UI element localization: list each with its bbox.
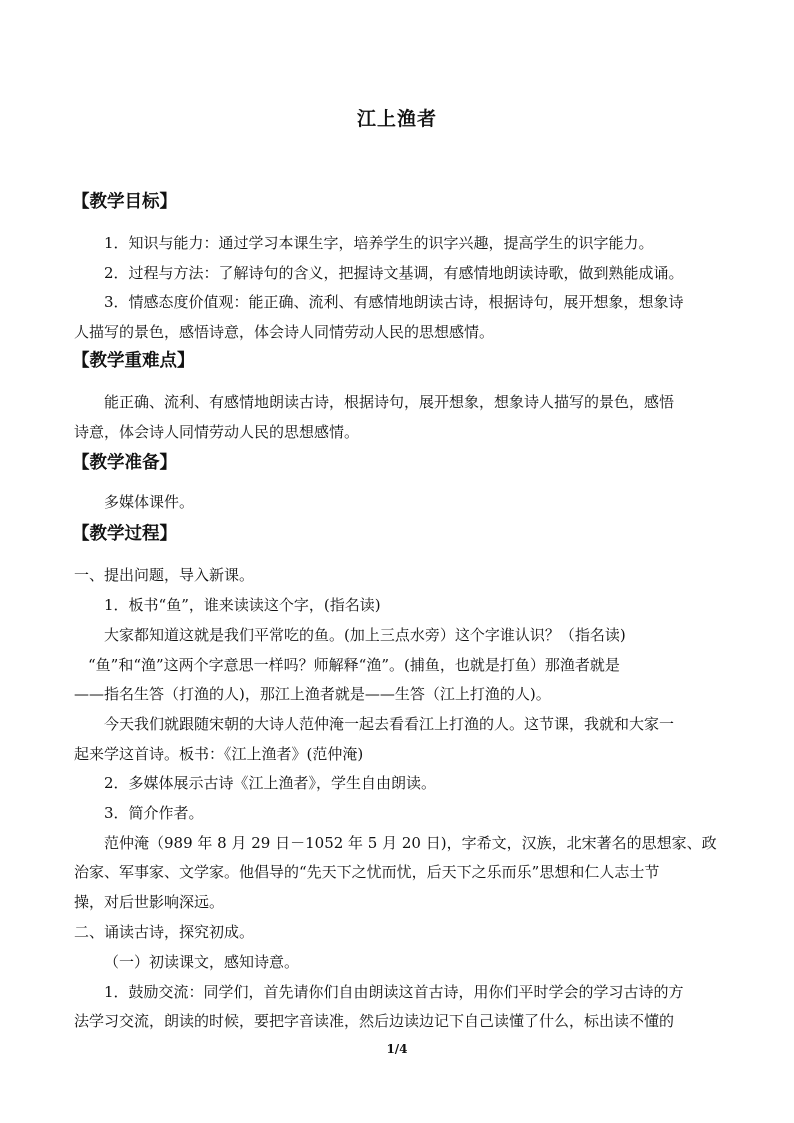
paragraph-line: 人描写的景色，感悟诗意，体会诗人同情劳动人民的思想感情。 bbox=[74, 323, 495, 341]
section-heading-goals: 【教学目标】 bbox=[72, 192, 177, 212]
paragraph-line: ——指名生答（打渔的人)，那江上渔者就是——生答（江上打渔的人)。 bbox=[74, 685, 551, 703]
paragraph-line: 能正确、流利、有感情地朗读古诗，根据诗句，展开想象，想象诗人描写的景色，感悟 bbox=[104, 393, 675, 411]
paragraph-line: 3．简介作者。 bbox=[104, 804, 204, 822]
paragraph-line: 诗意，体会诗人同情劳动人民的思想感情。 bbox=[74, 423, 360, 441]
section-heading-key-points: 【教学重难点】 bbox=[72, 351, 195, 371]
paragraph-line: 治家、军事家、文学家。他倡导的“先天下之忧而忧，后天下之乐而乐”思想和仁人志士节 bbox=[74, 863, 660, 881]
section-heading-preparation: 【教学准备】 bbox=[72, 453, 177, 473]
paragraph-line: 今天我们就跟随宋朝的大诗人范仲淹一起去看看江上打渔的人。这节课，我就和大家一 bbox=[104, 715, 675, 733]
page-number: 1/4 bbox=[386, 1042, 408, 1056]
paragraph-line: 法学习交流，朗读的时候，要把字音读准，然后边读边记下自己读懂了什么，标出读不懂的 bbox=[74, 1012, 675, 1030]
paragraph-line: 范仲淹（989 年 8 月 29 日－1052 年 5 月 20 日)，字希文，汉族，北宋著名的思想家、政 bbox=[104, 834, 717, 852]
paragraph-line: 操，对后世影响深远。 bbox=[74, 893, 225, 911]
paragraph-line: “鱼”和“渔”这两个字意思一样吗？师解释“渔”。(捕鱼，也就是打鱼）那渔者就是 bbox=[88, 656, 620, 674]
paragraph-line: 2．过程与方法：了解诗句的含义，把握诗文基调，有感情地朗读诗歌，做到熟能成诵。 bbox=[104, 264, 684, 282]
paragraph-line: 2．多媒体展示古诗《江上渔者》，学生自由朗读。 bbox=[104, 774, 437, 792]
section-heading-process: 【教学过程】 bbox=[72, 524, 177, 544]
paragraph-line: （一）初读课文，感知诗意。 bbox=[104, 953, 300, 971]
paragraph-line: 3．情感态度价值观：能正确、流利、有感情地朗读古诗，根据诗句，展开想象，想象诗 bbox=[104, 293, 684, 311]
paragraph-line: 1．知识与能力：通过学习本课生字，培养学生的识字兴趣，提高学生的识字能力。 bbox=[104, 234, 654, 252]
paragraph-line: 1．鼓励交流：同学们，首先请你们自由朗读这首古诗，用你们平时学会的学习古诗的方 bbox=[104, 983, 684, 1001]
page-title: 江上渔者 bbox=[356, 108, 437, 130]
paragraph-line: 大家都知道这就是我们平常吃的鱼。(加上三点水旁）这个字谁认识？（指名读) bbox=[104, 626, 626, 644]
paragraph-line: 二、诵读古诗，探究初成。 bbox=[74, 923, 255, 941]
paragraph-line: 一、提出问题，导入新课。 bbox=[74, 566, 255, 584]
paragraph-line: 起来学这首诗。板书：《江上渔者》(范仲淹) bbox=[74, 745, 364, 763]
paragraph-line: 多媒体课件。 bbox=[104, 493, 195, 511]
paragraph-line: 1．板书“鱼”，谁来读读这个字，(指名读) bbox=[104, 596, 381, 614]
